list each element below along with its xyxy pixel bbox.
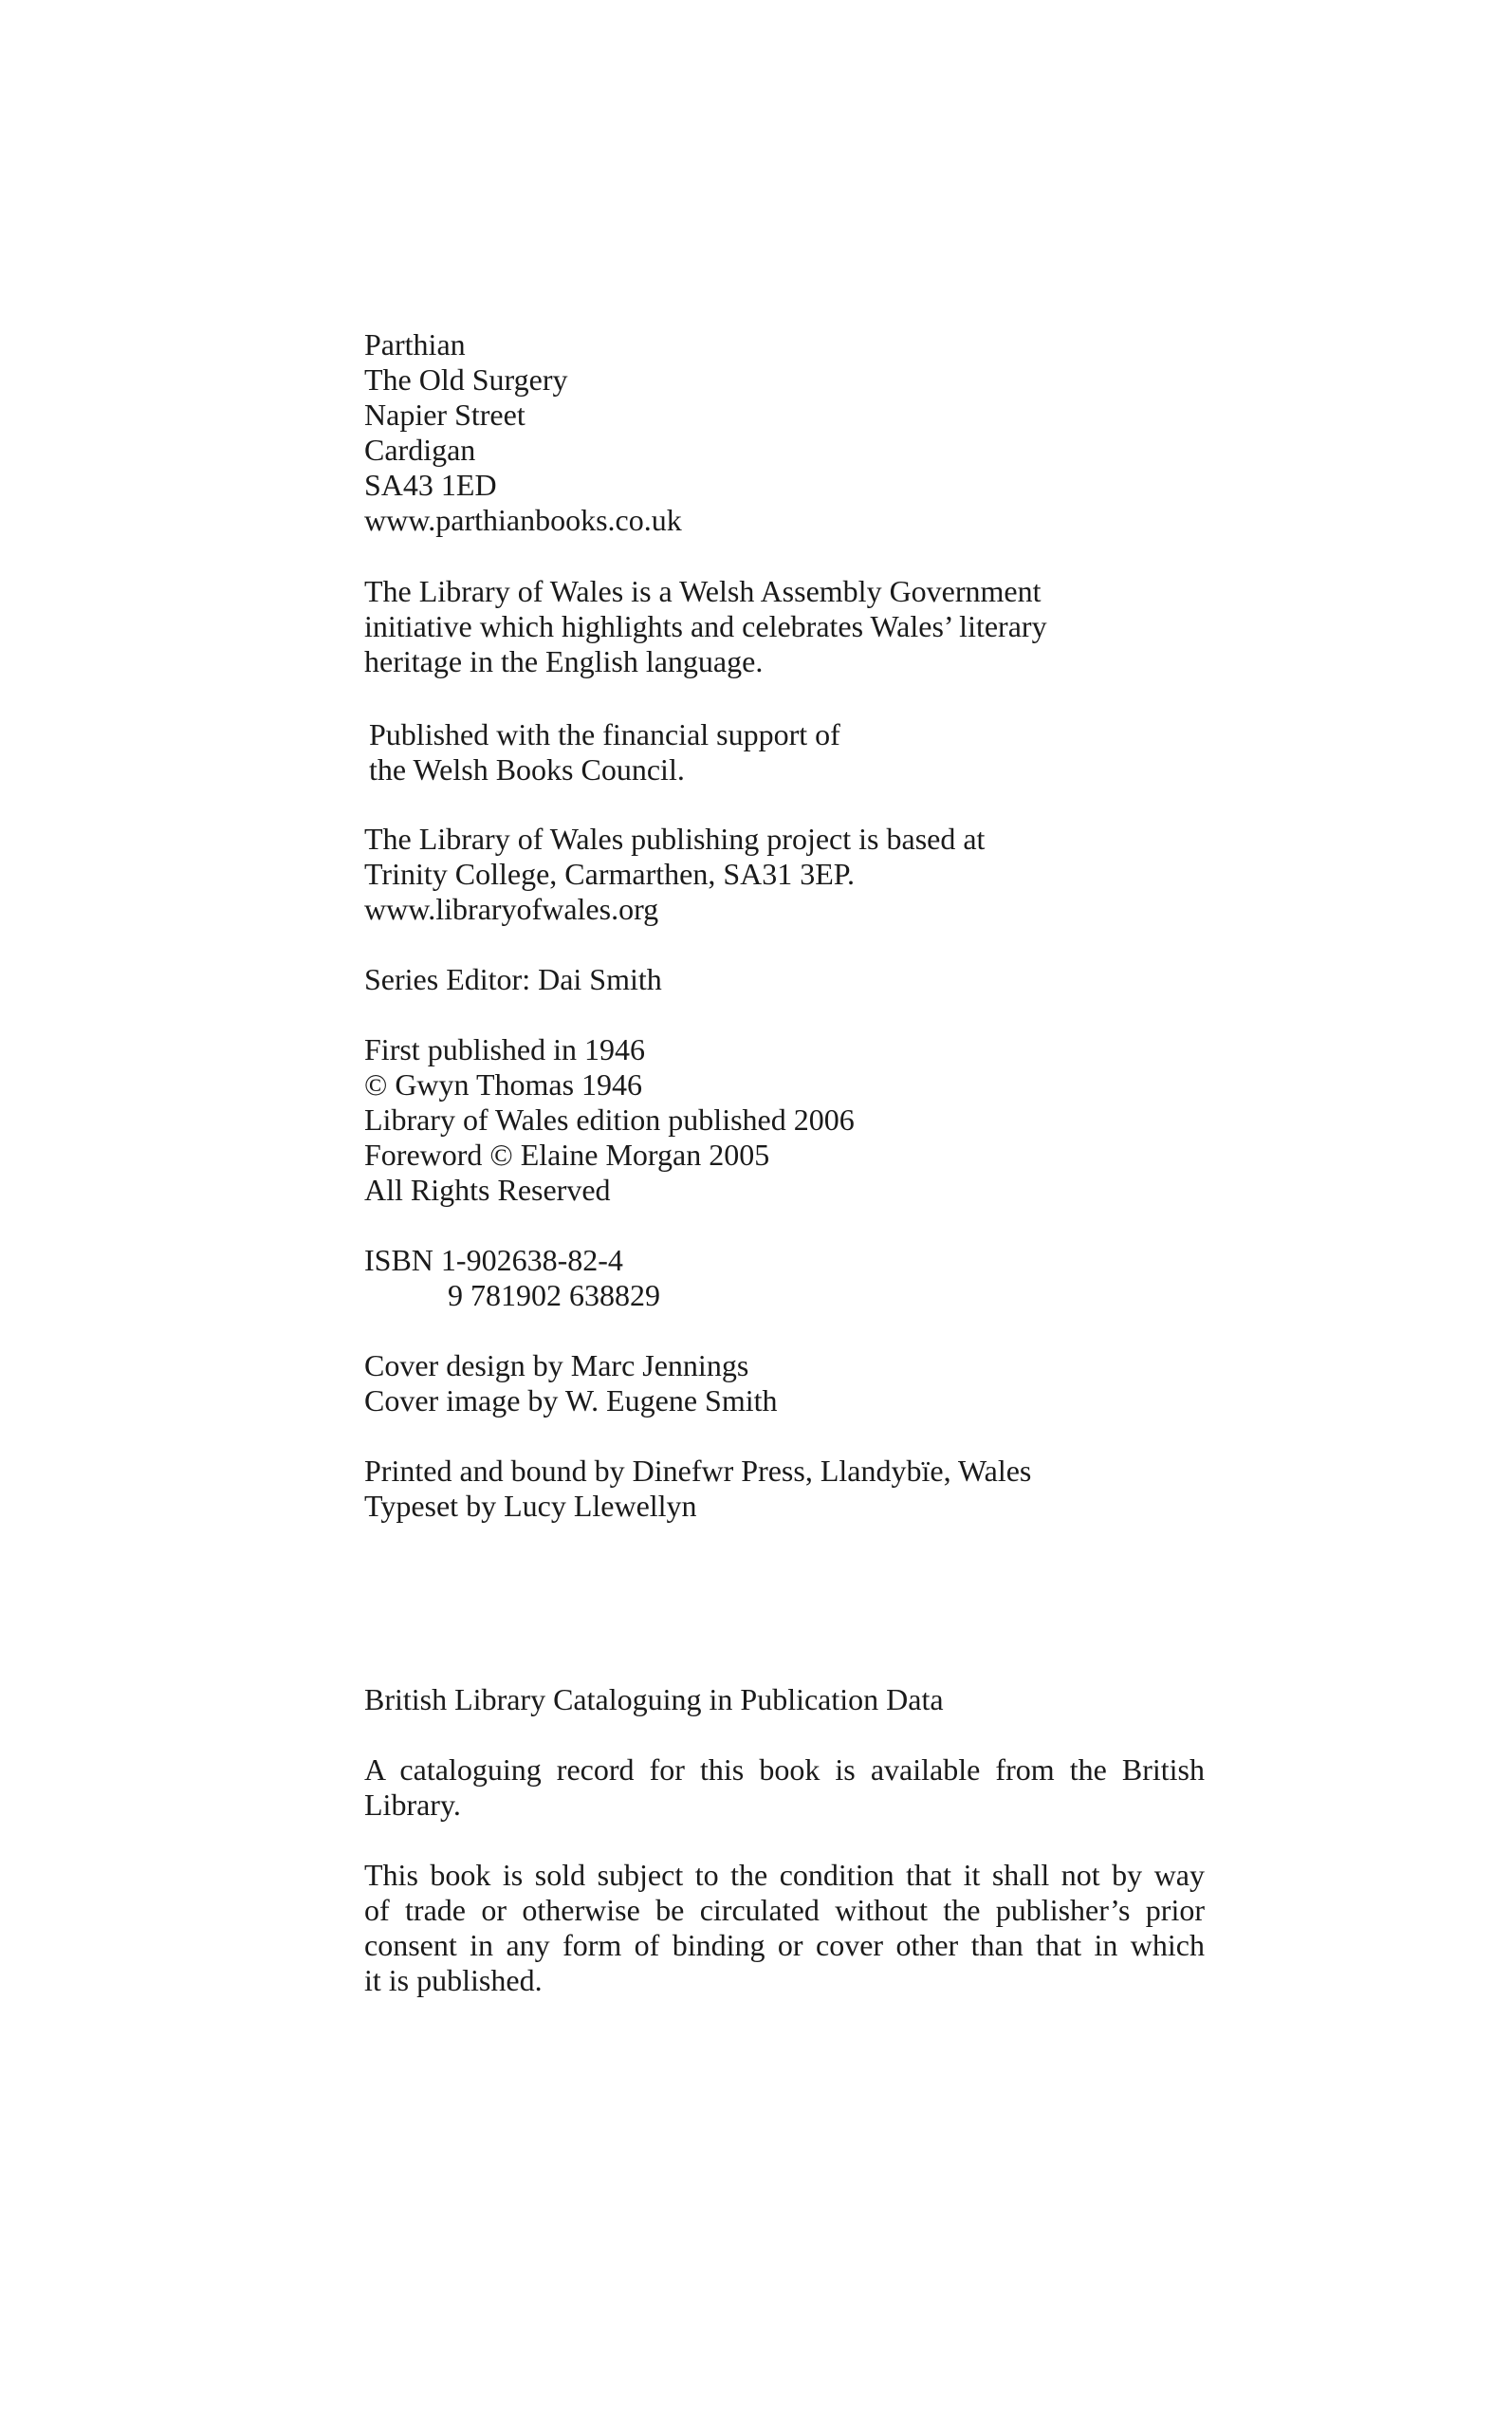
cover-image-credit: Cover image by W. Eugene Smith [364,1383,778,1418]
conditions-line: consent in any form of binding or cover other than that in which [364,1928,1205,1962]
cataloguing-heading-line: British Library Cataloguing in Publication Data [364,1682,944,1716]
publisher-website: www.parthianbooks.co.uk [364,503,682,537]
project-website: www.libraryofwales.org [364,892,659,926]
foreword-copyright: Foreword © Elaine Morgan 2005 [364,1138,770,1172]
first-published: First published in 1946 [364,1032,646,1066]
library-of-wales-statement [364,574,1205,679]
record-line: Library. [364,1788,461,1822]
conditions-line: of trade or otherwise be circulated without the publisher’s prior [364,1893,1205,1927]
address-postcode: SA43 1ED [364,468,497,502]
publisher-name: Parthian [364,327,466,361]
isbn-10: ISBN 1-902638-82-4 [364,1243,623,1277]
support-line: Published with the financial support of [369,717,840,751]
statement-line: initiative which highlights and celebrates Wales’ literary [364,609,1047,643]
address-town: Cardigan [364,433,476,467]
typeset-credit: Typeset by Lucy Llewellyn [364,1489,697,1523]
rights-notice: All Rights Reserved [364,1173,611,1207]
support-line: the Welsh Books Council. [369,752,685,787]
project-line: The Library of Wales publishing project is based at [364,822,986,856]
project-line: Trinity College, Carmarthen, SA31 3EP. [364,857,856,891]
printer-credit: Printed and bound by Dinefwr Press, Llandybïe, Wales [364,1454,1032,1488]
edition-notice: Library of Wales edition published 2006 [364,1103,855,1137]
cover-design-credit: Cover design by Marc Jennings [364,1348,749,1382]
series-editor-line: Series Editor: Dai Smith [364,962,662,996]
cataloguing-heading [364,1682,1205,1717]
series-editor [364,962,1205,997]
statement-line: The Library of Wales is a Welsh Assembly Government [364,574,1042,608]
isbn-block [364,1243,1205,1313]
conditions-line: it is published. [364,1963,543,1997]
cover-credits [364,1348,1205,1418]
address-line: The Old Surgery [364,362,568,397]
publisher-address [364,327,1205,538]
record-line: A cataloguing record for this book is available from the British [364,1752,1205,1787]
copyright-notice: © Gwyn Thomas 1946 [364,1067,643,1102]
cataloguing-record [364,1752,1205,1823]
statement-line: heritage in the English language. [364,644,764,678]
isbn-13: 9 781902 638829 [448,1278,660,1312]
project-location [364,822,1205,927]
sale-conditions [364,1858,1205,1998]
address-line: Napier Street [364,398,526,432]
conditions-line: This book is sold subject to the condition that it shall not by way [364,1858,1205,1892]
publication-history [364,1032,1205,1208]
financial-support [369,717,1209,788]
production-credits [364,1454,1205,1524]
